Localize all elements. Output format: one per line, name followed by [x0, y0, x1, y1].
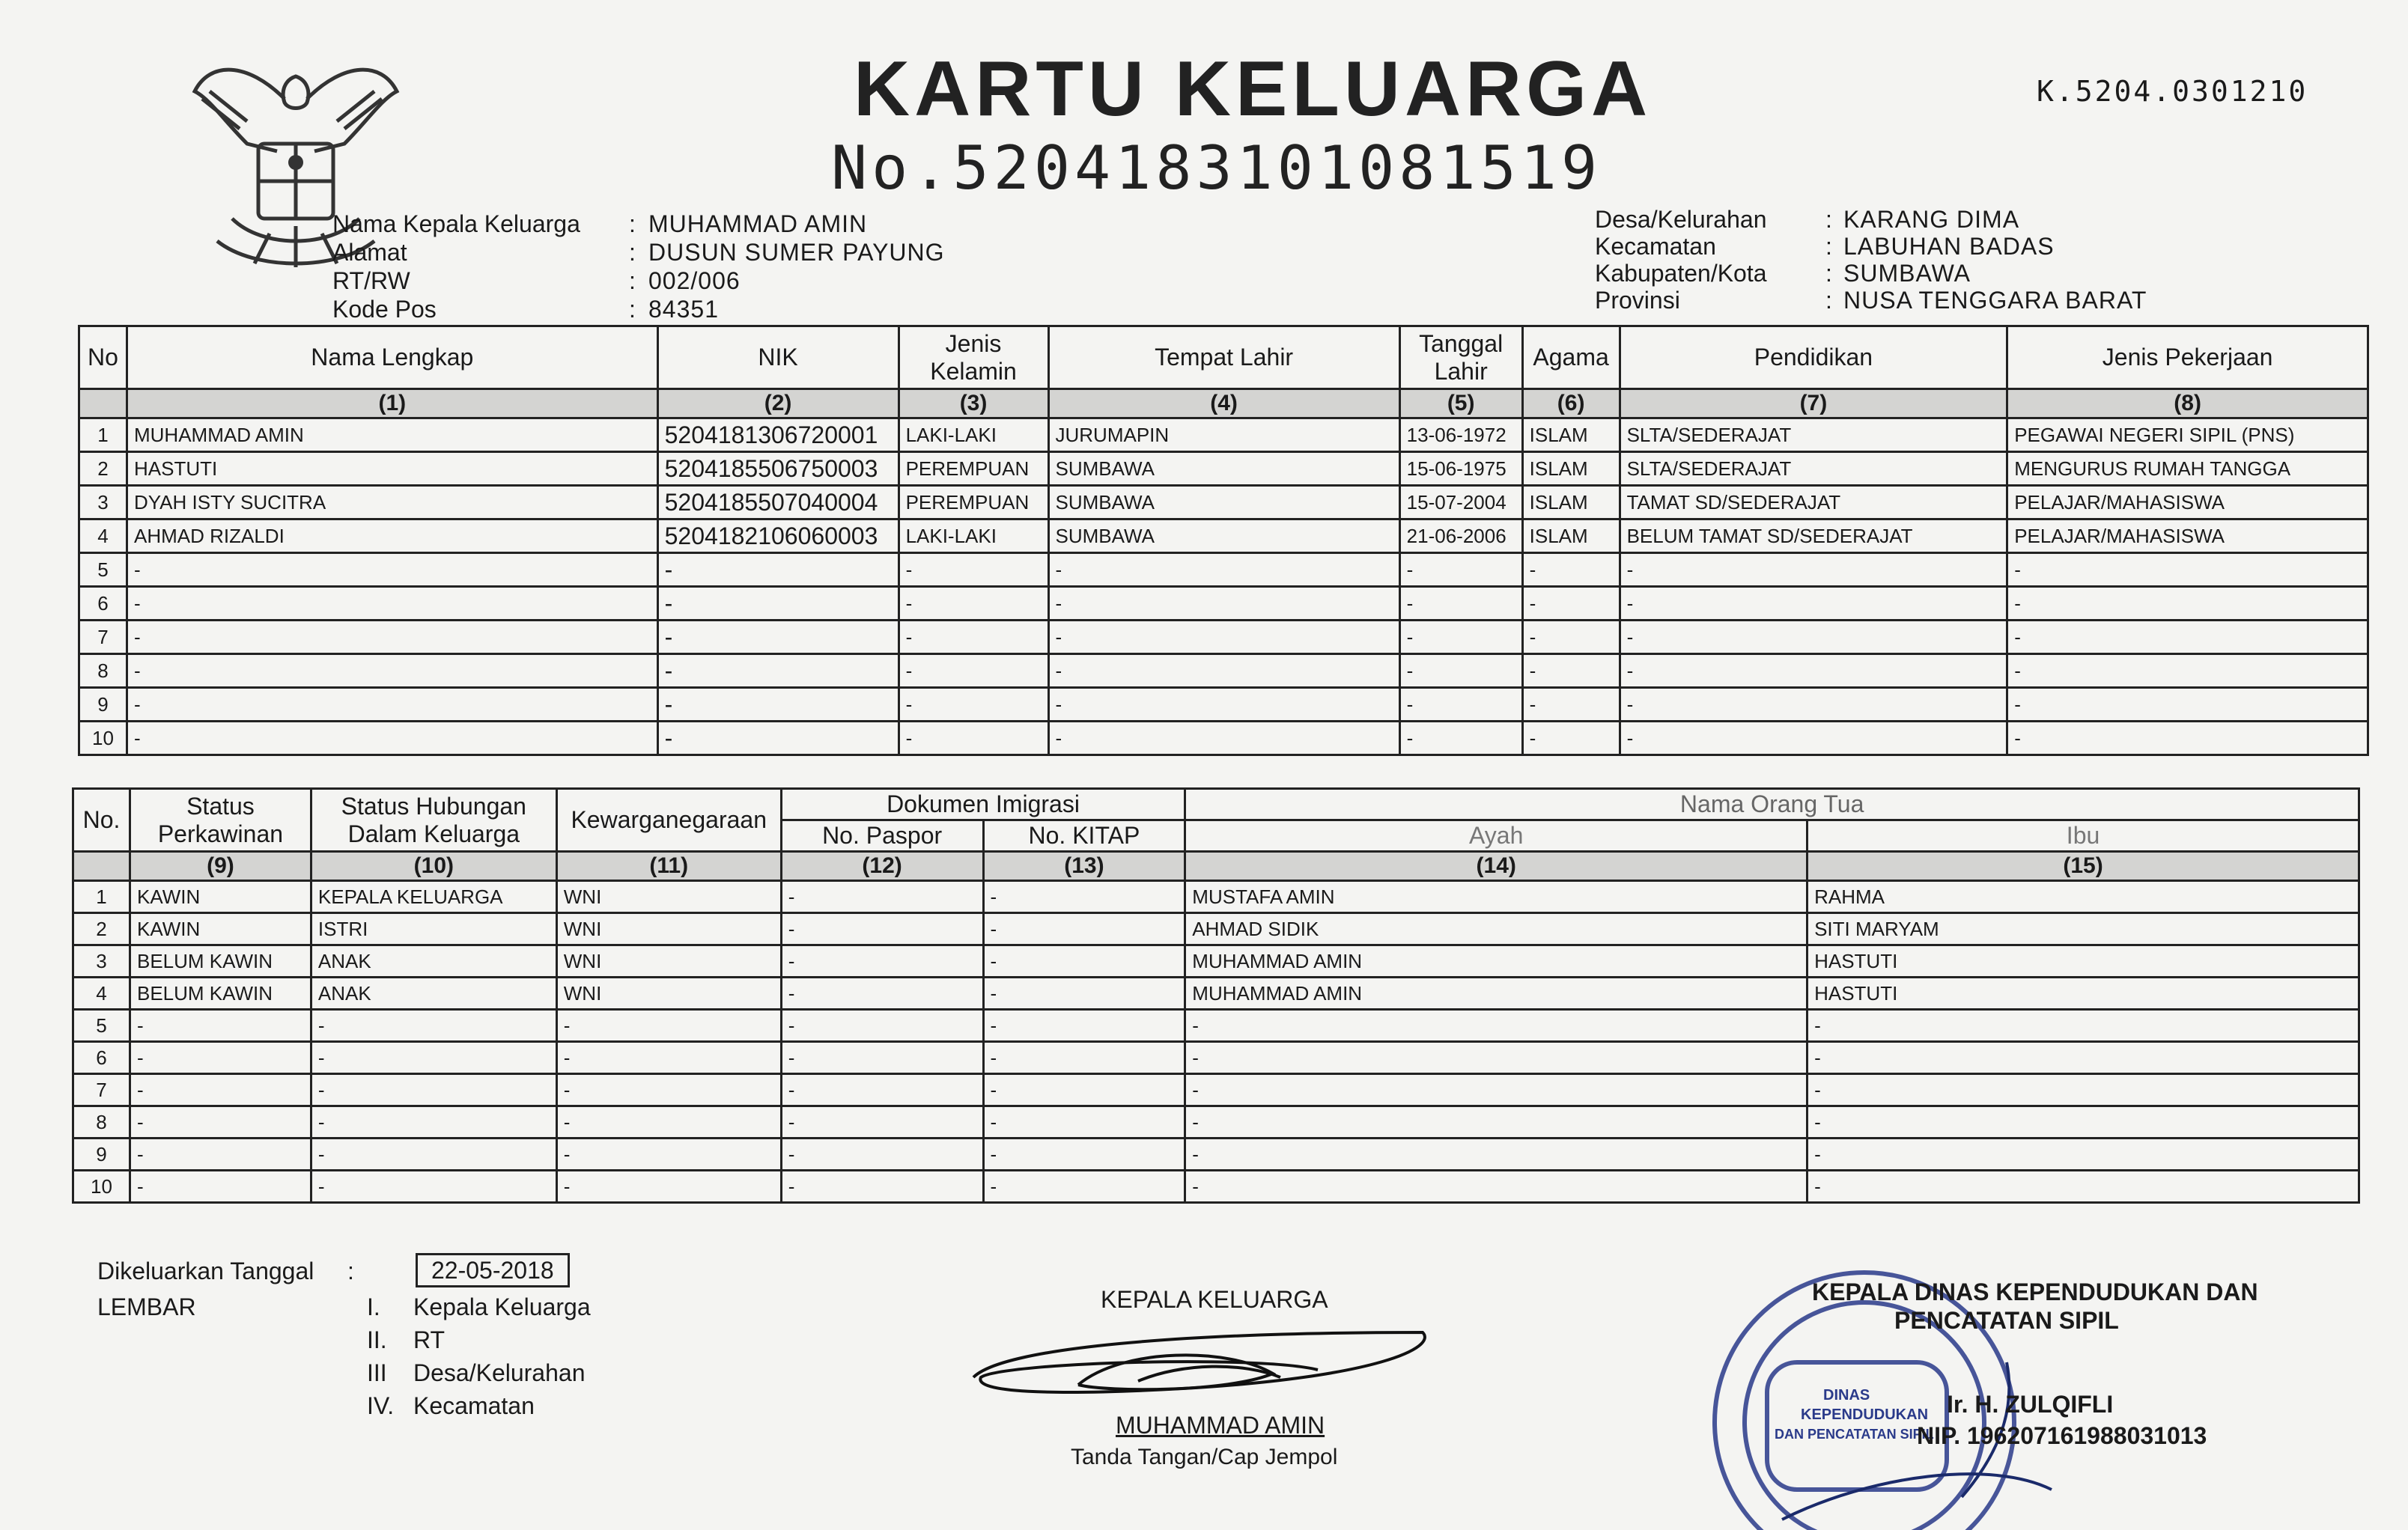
- table-cell: -: [983, 913, 1185, 945]
- table-cell: -: [556, 1171, 781, 1203]
- table-row: [73, 945, 2359, 978]
- lembar-label: LEMBAR: [97, 1293, 196, 1320]
- table-cell: RAHMA: [1807, 881, 2359, 913]
- table-cell: -: [1048, 688, 1399, 722]
- table-cell: BELUM TAMAT SD/SEDERAJAT: [1620, 519, 2007, 553]
- table-cell: PELAJAR/MAHASISWA: [2007, 486, 2368, 519]
- table-cell: -: [130, 1010, 311, 1042]
- table-cell: -: [130, 1106, 311, 1139]
- table-cell: LAKI-LAKI: [899, 519, 1048, 553]
- col-header-dokumen-imigrasi: Dokumen Imigrasi: [781, 789, 1185, 820]
- table-cell: 5: [73, 1010, 130, 1042]
- signer-caption: Tanda Tangan/Cap Jempol: [1071, 1445, 1338, 1469]
- table-cell: 3: [79, 486, 127, 519]
- table-row: [73, 1139, 2359, 1171]
- table-cell: -: [983, 945, 1185, 978]
- table-cell: WNI: [556, 881, 781, 913]
- table-cell: -: [130, 1042, 311, 1074]
- table-cell: KAWIN: [130, 913, 311, 945]
- table-cell: -: [899, 688, 1048, 722]
- table-cell: ISLAM: [1522, 519, 1620, 553]
- col-number: (7): [1620, 389, 2007, 418]
- table-cell: MUHAMMAD AMIN: [1185, 978, 1807, 1010]
- table-cell: 21-06-2006: [1399, 519, 1522, 553]
- table-cell: -: [556, 1106, 781, 1139]
- table-cell: BELUM KAWIN: [130, 945, 311, 978]
- table-cell: -: [1399, 553, 1522, 587]
- table-cell: -: [781, 978, 983, 1010]
- field-value-kodepos: 84351: [648, 296, 719, 323]
- table-cell: -: [1522, 587, 1620, 621]
- table-cell: -: [657, 654, 899, 688]
- table-cell: LAKI-LAKI: [899, 418, 1048, 452]
- field-label-provinsi: Provinsi: [1595, 287, 1680, 314]
- col-header-nama-lengkap: Nama Lengkap: [127, 326, 657, 389]
- family-status-table: [72, 787, 2360, 1204]
- field-label-rtrw: RT/RW: [332, 267, 410, 294]
- table-cell: -: [1048, 621, 1399, 654]
- table-cell: 4: [79, 519, 127, 553]
- table-cell: ISLAM: [1522, 486, 1620, 519]
- table-cell: ISTRI: [311, 913, 556, 945]
- table-cell: -: [1620, 621, 2007, 654]
- table-cell: -: [2007, 654, 2368, 688]
- lembar-item-label: RT: [413, 1326, 446, 1353]
- lembar-item-label: Desa/Kelurahan: [413, 1359, 586, 1386]
- table-cell: -: [1048, 587, 1399, 621]
- table-cell: -: [781, 1139, 983, 1171]
- table-cell: -: [781, 945, 983, 978]
- table-row: [73, 1010, 2359, 1042]
- col-header-nama-orang-tua: Nama Orang Tua: [1185, 789, 2359, 820]
- table-cell: -: [781, 881, 983, 913]
- table-cell: PELAJAR/MAHASISWA: [2007, 519, 2368, 553]
- table-cell: -: [130, 1074, 311, 1106]
- table-cell: -: [556, 1042, 781, 1074]
- table-cell: -: [781, 1106, 983, 1139]
- table-row: [73, 1106, 2359, 1139]
- table-cell: 15-07-2004: [1399, 486, 1522, 519]
- table-cell: -: [1620, 688, 2007, 722]
- field-value-kabupaten: SUMBAWA: [1843, 260, 1971, 287]
- col-header-ayah: Ayah: [1185, 820, 1807, 852]
- col-number: (6): [1522, 389, 1620, 418]
- table-cell: -: [1620, 722, 2007, 755]
- col-number: (3): [899, 389, 1048, 418]
- field-label-kecamatan: Kecamatan: [1595, 233, 1716, 260]
- table-cell: 5204185506750003: [657, 452, 899, 486]
- table-cell: PEGAWAI NEGERI SIPIL (PNS): [2007, 418, 2368, 452]
- table-cell: -: [899, 587, 1048, 621]
- table-cell: 6: [79, 587, 127, 621]
- table-cell: MUSTAFA AMIN: [1185, 881, 1807, 913]
- table-cell: -: [1522, 688, 1620, 722]
- table-cell: HASTUTI: [1807, 945, 2359, 978]
- table-cell: 2: [79, 452, 127, 486]
- table-row: [79, 587, 2368, 621]
- table-cell: MUHAMMAD AMIN: [127, 418, 657, 452]
- col-header-no-paspor: No. Paspor: [781, 820, 983, 852]
- field-value-alamat: DUSUN SUMER PAYUNG: [648, 239, 945, 266]
- table-cell: -: [983, 978, 1185, 1010]
- table-cell: 8: [73, 1106, 130, 1139]
- table-cell: -: [1048, 722, 1399, 755]
- table-cell: -: [657, 587, 899, 621]
- table-cell: 7: [79, 621, 127, 654]
- field-value-desa: KARANG DIMA: [1843, 206, 2020, 233]
- signer-name: MUHAMMAD AMIN: [1116, 1412, 1325, 1439]
- table-row: [73, 913, 2359, 945]
- table-cell: 5: [79, 553, 127, 587]
- table-cell: -: [1399, 621, 1522, 654]
- col-header-no: No: [79, 326, 127, 389]
- table-cell: -: [1185, 1010, 1807, 1042]
- table-cell: -: [657, 553, 899, 587]
- col-header-pendidikan: Pendidikan: [1620, 326, 2007, 389]
- table-cell: -: [1399, 688, 1522, 722]
- table-cell: -: [311, 1171, 556, 1203]
- table-cell: -: [2007, 722, 2368, 755]
- col-header-status-hubungan: Status Hubungan Dalam Keluarga: [311, 789, 556, 852]
- issued-date: 22-05-2018: [416, 1253, 570, 1287]
- lembar-item-num: II.: [367, 1326, 387, 1353]
- lembar-item-label: Kepala Keluarga: [413, 1293, 591, 1320]
- col-header-kewarganegaraan: Kewarganegaraan: [556, 789, 781, 852]
- table-cell: -: [1522, 654, 1620, 688]
- table-cell: SLTA/SEDERAJAT: [1620, 452, 2007, 486]
- field-label-alamat: Alamat: [332, 239, 407, 266]
- table-cell: 8: [79, 654, 127, 688]
- table-cell: -: [311, 1139, 556, 1171]
- table-cell: AHMAD RIZALDI: [127, 519, 657, 553]
- table-cell: -: [781, 913, 983, 945]
- stamp-text: DAN PENCATATAN SIPIL: [1775, 1427, 1934, 1442]
- table-cell: HASTUTI: [1807, 978, 2359, 1010]
- table-cell: 15-06-1975: [1399, 452, 1522, 486]
- table-cell: 9: [73, 1139, 130, 1171]
- table-row: [79, 722, 2368, 755]
- table-cell: -: [2007, 553, 2368, 587]
- col-number: (11): [556, 852, 781, 881]
- table-cell: -: [781, 1171, 983, 1203]
- table-cell: -: [1522, 722, 1620, 755]
- table-cell: -: [311, 1042, 556, 1074]
- table-cell: -: [657, 621, 899, 654]
- col-header-tempat-lahir: Tempat Lahir: [1048, 326, 1399, 389]
- table-cell: -: [1048, 553, 1399, 587]
- table-cell: -: [1048, 654, 1399, 688]
- table-cell: WNI: [556, 978, 781, 1010]
- table-cell: 5204182106060003: [657, 519, 899, 553]
- official-nip: NIP. 196207161988031013: [1917, 1422, 2207, 1449]
- table-cell: -: [983, 1042, 1185, 1074]
- col-header-tanggal-lahir: Tanggal Lahir: [1399, 326, 1522, 389]
- official-title: KEPALA DINAS KEPENDUDUKAN DAN: [1812, 1278, 2258, 1305]
- table-cell: WNI: [556, 913, 781, 945]
- table-cell: -: [1620, 654, 2007, 688]
- col-header-nik: NIK: [657, 326, 899, 389]
- document-title: KARTU KELUARGA: [854, 46, 1653, 132]
- table-row: [79, 418, 2368, 452]
- table-cell: -: [556, 1074, 781, 1106]
- table-cell: ISLAM: [1522, 452, 1620, 486]
- table-cell: 2: [73, 913, 130, 945]
- table-cell: KAWIN: [130, 881, 311, 913]
- table-cell: 13-06-1972: [1399, 418, 1522, 452]
- table-cell: HASTUTI: [127, 452, 657, 486]
- table-row: [79, 486, 2368, 519]
- table-cell: ANAK: [311, 945, 556, 978]
- table-cell: -: [127, 654, 657, 688]
- table-cell: -: [311, 1106, 556, 1139]
- table-cell: -: [983, 1171, 1185, 1203]
- table-cell: -: [1620, 587, 2007, 621]
- field-value-rtrw: 002/006: [648, 267, 741, 294]
- table-cell: 5204181306720001: [657, 418, 899, 452]
- table-cell: -: [127, 553, 657, 587]
- col-number: (4): [1048, 389, 1399, 418]
- table-cell: AHMAD SIDIK: [1185, 913, 1807, 945]
- table-cell: -: [1807, 1171, 2359, 1203]
- table-cell: 10: [79, 722, 127, 755]
- issued-label: Dikeluarkan Tanggal: [97, 1258, 314, 1284]
- table-cell: -: [1399, 654, 1522, 688]
- table-cell: -: [899, 553, 1048, 587]
- col-number: (12): [781, 852, 983, 881]
- table-cell: -: [983, 1010, 1185, 1042]
- table-cell: PEREMPUAN: [899, 452, 1048, 486]
- table-cell: -: [899, 654, 1048, 688]
- table-cell: -: [2007, 587, 2368, 621]
- field-value-nama-kepala: MUHAMMAD AMIN: [648, 210, 868, 237]
- stamp-text: DINAS: [1823, 1387, 1870, 1403]
- table-cell: SITI MARYAM: [1807, 913, 2359, 945]
- table-row: [73, 1074, 2359, 1106]
- lembar-item-num: III: [367, 1359, 387, 1386]
- table-cell: -: [781, 1074, 983, 1106]
- table-cell: -: [2007, 688, 2368, 722]
- col-header-status-perkawinan: Status Perkawinan: [130, 789, 311, 852]
- field-value-kecamatan: LABUHAN BADAS: [1843, 233, 2055, 260]
- table-cell: -: [1522, 553, 1620, 587]
- table-cell: -: [127, 587, 657, 621]
- col-number: (13): [983, 852, 1185, 881]
- official-title: PENCATATAN SIPIL: [1894, 1307, 2119, 1334]
- col-number: (14): [1185, 852, 1807, 881]
- table-cell: -: [983, 1074, 1185, 1106]
- table-cell: -: [1807, 1106, 2359, 1139]
- table-cell: ISLAM: [1522, 418, 1620, 452]
- table-row: [79, 621, 2368, 654]
- stamp-text: KEPENDUDUKAN: [1801, 1406, 1929, 1423]
- col-number: (9): [130, 852, 311, 881]
- table-cell: -: [130, 1139, 311, 1171]
- table-cell: 4: [73, 978, 130, 1010]
- table-row: [79, 452, 2368, 486]
- col-number: (8): [2007, 389, 2368, 418]
- table-cell: SUMBAWA: [1048, 486, 1399, 519]
- table-row: [73, 1171, 2359, 1203]
- official-name: Ir. H. ZULQIFLI: [1947, 1391, 2114, 1418]
- col-header-no-kitap: No. KITAP: [983, 820, 1185, 852]
- document-code: K.5204.0301210: [2037, 75, 2308, 108]
- family-members-table: [78, 325, 2369, 756]
- table-cell: 5204185507040004: [657, 486, 899, 519]
- table-cell: 6: [73, 1042, 130, 1074]
- signature-image: [958, 1302, 1438, 1415]
- table-cell: SUMBAWA: [1048, 519, 1399, 553]
- table-cell: 3: [73, 945, 130, 978]
- table-cell: 9: [79, 688, 127, 722]
- table-cell: 1: [79, 418, 127, 452]
- table-cell: -: [1185, 1106, 1807, 1139]
- field-label-nama-kepala: Nama Kepala Keluarga: [332, 210, 580, 237]
- table-cell: -: [130, 1171, 311, 1203]
- table-cell: -: [556, 1010, 781, 1042]
- col-number: (15): [1807, 852, 2359, 881]
- table-cell: -: [1185, 1139, 1807, 1171]
- table-row: [79, 519, 2368, 553]
- field-label-kabupaten: Kabupaten/Kota: [1595, 260, 1767, 287]
- table-cell: -: [127, 722, 657, 755]
- table-row: [79, 654, 2368, 688]
- field-label-kodepos: Kode Pos: [332, 296, 437, 323]
- table-cell: TAMAT SD/SEDERAJAT: [1620, 486, 2007, 519]
- col-number: (1): [127, 389, 657, 418]
- table-cell: SLTA/SEDERAJAT: [1620, 418, 2007, 452]
- table-cell: DYAH ISTY SUCITRA: [127, 486, 657, 519]
- table-cell: 7: [73, 1074, 130, 1106]
- table-row: [73, 1042, 2359, 1074]
- table-cell: WNI: [556, 945, 781, 978]
- table-cell: -: [311, 1074, 556, 1106]
- col-header-agama: Agama: [1522, 326, 1620, 389]
- table-cell: MENGURUS RUMAH TANGGA: [2007, 452, 2368, 486]
- table-cell: -: [1807, 1010, 2359, 1042]
- table-cell: -: [2007, 621, 2368, 654]
- table-cell: ANAK: [311, 978, 556, 1010]
- table-cell: -: [311, 1010, 556, 1042]
- table-cell: -: [1185, 1074, 1807, 1106]
- table-cell: -: [983, 1106, 1185, 1139]
- table-cell: -: [899, 621, 1048, 654]
- col-header-jenis-pekerjaan: Jenis Pekerjaan: [2007, 326, 2368, 389]
- table-cell: SUMBAWA: [1048, 452, 1399, 486]
- table-cell: -: [1807, 1074, 2359, 1106]
- col-header-no: No.: [73, 789, 130, 852]
- table-cell: -: [1399, 587, 1522, 621]
- table-cell: -: [657, 688, 899, 722]
- col-number: (5): [1399, 389, 1522, 418]
- lembar-item-label: Kecamatan: [413, 1392, 535, 1419]
- table-cell: -: [781, 1042, 983, 1074]
- col-header-jenis-kelamin: Jenis Kelamin: [899, 326, 1048, 389]
- lembar-item-num: I.: [367, 1293, 380, 1320]
- table-cell: -: [899, 722, 1048, 755]
- kk-number: No.5204183101081519: [831, 133, 1602, 203]
- table-cell: -: [983, 1139, 1185, 1171]
- table-cell: -: [1807, 1042, 2359, 1074]
- table-cell: -: [781, 1010, 983, 1042]
- table-cell: 1: [73, 881, 130, 913]
- table-cell: MUHAMMAD AMIN: [1185, 945, 1807, 978]
- lembar-item-num: IV.: [367, 1392, 395, 1419]
- table-cell: -: [1185, 1042, 1807, 1074]
- field-value-provinsi: NUSA TENGGARA BARAT: [1843, 287, 2147, 314]
- table-row: [73, 978, 2359, 1010]
- table-cell: -: [1807, 1139, 2359, 1171]
- col-number: (10): [311, 852, 556, 881]
- table-cell: -: [1185, 1171, 1807, 1203]
- col-number: (2): [657, 389, 899, 418]
- table-cell: -: [1522, 621, 1620, 654]
- table-cell: -: [127, 688, 657, 722]
- table-cell: -: [556, 1139, 781, 1171]
- col-header-ibu: Ibu: [1807, 820, 2359, 852]
- table-cell: BELUM KAWIN: [130, 978, 311, 1010]
- table-cell: JURUMAPIN: [1048, 418, 1399, 452]
- table-cell: KEPALA KELUARGA: [311, 881, 556, 913]
- table-cell: PEREMPUAN: [899, 486, 1048, 519]
- table-cell: -: [1620, 553, 2007, 587]
- table-cell: 10: [73, 1171, 130, 1203]
- table-cell: -: [127, 621, 657, 654]
- table-cell: -: [657, 722, 899, 755]
- table-row: [79, 553, 2368, 587]
- table-row: [79, 688, 2368, 722]
- table-row: [73, 881, 2359, 913]
- signer-title: KEPALA KELUARGA: [1101, 1286, 1328, 1313]
- table-cell: -: [1399, 722, 1522, 755]
- field-label-desa: Desa/Kelurahan: [1595, 206, 1767, 233]
- table-cell: -: [983, 881, 1185, 913]
